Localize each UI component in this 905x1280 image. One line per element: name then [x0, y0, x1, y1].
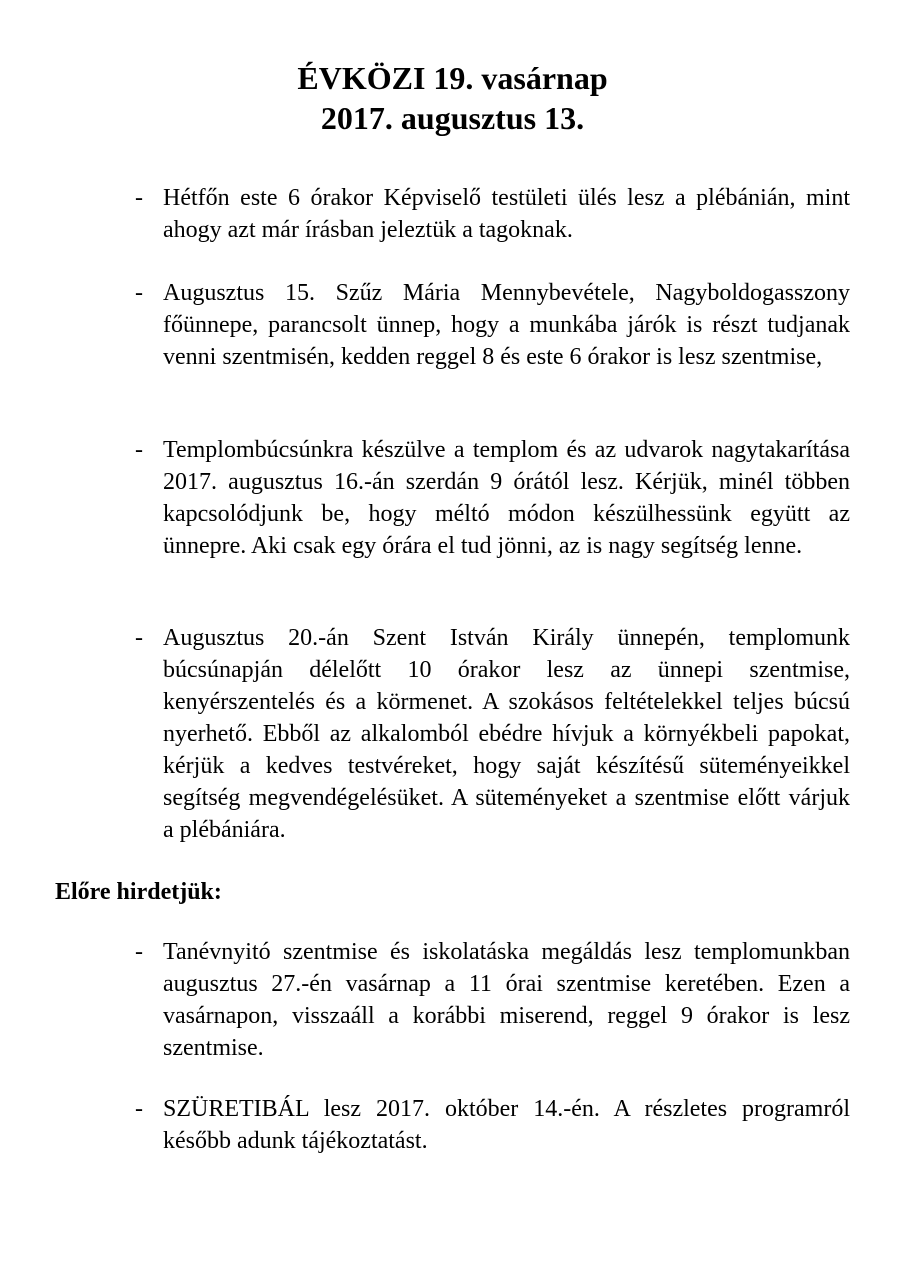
bullet-dash: -	[135, 437, 143, 463]
announcement-item	[135, 277, 850, 373]
bullet-dash: -	[135, 625, 143, 651]
bullet-dash: -	[135, 939, 143, 965]
bullet-dash: -	[135, 280, 143, 306]
announcement-text: Augusztus 20.-án Szent István Király ünnepén, templomunk búcsúnapján délelőtt 10 órakor lesz az ünnepi szentmise, kenyérszentelés és a körmenet. A szokásos feltételekkel teljes búcsú nyerhető. Ebből az alkalomból ebédre hívjuk a környékbeli papokat, kérjük a kedves testvéreket, hogy saját készítésű süteményeikkel segítség megvendégelésüket. A süteményeket a szentmise előtt várjuk a plébániára.	[163, 625, 850, 843]
section-heading: Előre hirdetjük:	[55, 879, 222, 905]
announcement-text: Hétfőn este 6 órakor Képviselő testületi ülés lesz a plébánián, mint ahogy azt már írásban jeleztük a tagoknak.	[163, 185, 850, 243]
page-title	[0, 58, 905, 138]
announcement-item	[135, 182, 850, 246]
bullet-dash: -	[135, 185, 143, 211]
announcement-item	[135, 434, 850, 562]
announcement-text: Augusztus 15. Szűz Mária Mennybevétele, Nagyboldogasszony főünnepe, parancsolt ünnep, hogy a munkába járók is részt tudjanak venni szentmisén, kedden reggel 8 és este 6 órakor is lesz szentmise,	[163, 280, 850, 370]
advance-text: SZÜRETIBÁL lesz 2017. október 14.-én. A részletes programról később adunk tájékoztatást.	[163, 1096, 850, 1154]
announcement-text: Templombúcsúnkra készülve a templom és az udvarok nagytakarítása 2017. augusztus 16.-án szerdán 9 órától lesz. Kérjük, minél többen kapcsolódjunk be, hogy méltó módon készülhessünk együtt az ünnepre. Aki csak egy órára el tud jönni, az is nagy segítség lenne.	[163, 437, 850, 559]
title-line-2: 2017. augusztus 13.	[320, 100, 585, 136]
bullet-dash: -	[135, 1096, 143, 1122]
title-line-1: ÉVKÖZI 19. vasárnap	[297, 60, 608, 96]
announcement-item	[135, 622, 850, 846]
advance-item	[135, 936, 850, 1064]
advance-text: Tanévnyitó szentmise és iskolatáska megáldás lesz templomunkban augusztus 27.-én vasárnap a 11 órai szentmise keretében. Ezen a vasárnapon, visszaáll a korábbi miserend, reggel 9 órakor is lesz szentmise.	[163, 939, 850, 1061]
advance-item	[135, 1093, 850, 1157]
